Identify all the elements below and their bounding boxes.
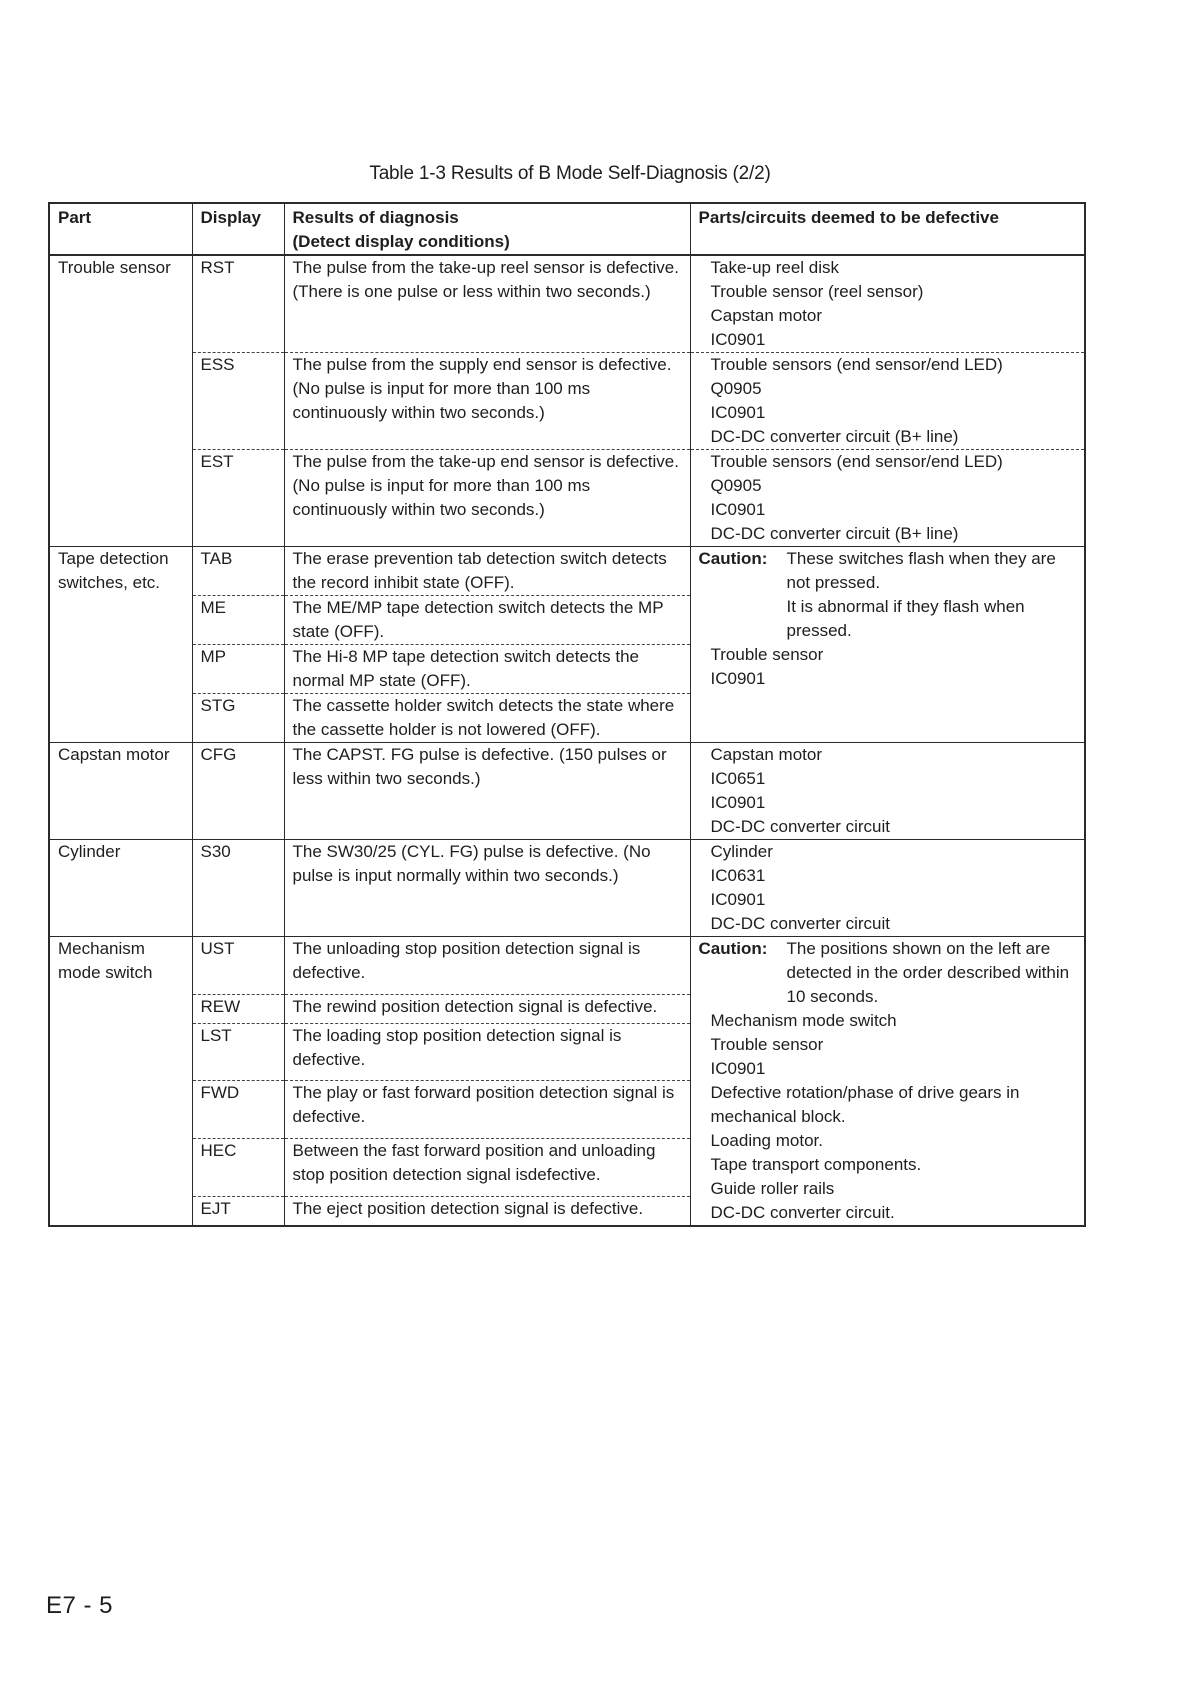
- result-cell: The eject position detection signal is defective.: [284, 1196, 690, 1226]
- parts-item: DC-DC converter circuit (B+ line): [710, 427, 959, 446]
- caution-note: [699, 937, 1077, 1009]
- parts-item: IC0631: [710, 866, 766, 885]
- parts-item: IC0901: [710, 1059, 766, 1078]
- parts-item: IC0901: [710, 403, 766, 422]
- parts-cell: [690, 450, 1085, 547]
- table-row: [49, 353, 1085, 450]
- parts-item: DC-DC converter circuit.: [710, 1203, 895, 1222]
- table-row: [49, 255, 1085, 353]
- part-cell: Tape detection switches, etc.: [49, 547, 192, 743]
- result-cell: The unloading stop position detection signal is defective.: [284, 937, 690, 995]
- parts-item: IC0901: [710, 330, 766, 349]
- table-row: [49, 450, 1085, 547]
- parts-item: Take-up reel disk: [710, 258, 840, 277]
- parts-item: Trouble sensors (end sensor/end LED): [710, 452, 1003, 471]
- result-cell: The pulse from the take-up end sensor is defective. (No pulse is input for more than 100 ms continuously within two seconds.): [284, 450, 690, 547]
- part-cell: Capstan motor: [49, 743, 192, 840]
- display-code: MP: [192, 645, 284, 694]
- table-row: [49, 547, 1085, 596]
- parts-item: Trouble sensors (end sensor/end LED): [710, 355, 1003, 374]
- caution-line: The positions shown on the left are detected in the order described within 10 seconds.: [786, 939, 1070, 1006]
- table-row: [49, 937, 1085, 995]
- result-cell: The SW30/25 (CYL. FG) pulse is defective. (No pulse is input normally within two seconds.): [284, 840, 690, 937]
- parts-item: Capstan motor: [710, 306, 822, 325]
- parts-item: Cylinder: [710, 842, 773, 861]
- parts-item: IC0901: [710, 793, 766, 812]
- result-cell: The ME/MP tape detection switch detects the MP state (OFF).: [284, 596, 690, 645]
- display-code: UST: [192, 937, 284, 995]
- table-caption: Table 1-3 Results of B Mode Self-Diagnosis (2/2): [369, 163, 771, 184]
- caution-line: These switches flash when they are not pressed.: [786, 549, 1056, 592]
- display-code: EJT: [192, 1196, 284, 1226]
- result-cell: The loading stop position detection signal is defective.: [284, 1023, 690, 1081]
- parts-item: Defective rotation/phase of drive gears in mechanical block.: [710, 1083, 1020, 1126]
- diagnosis-table: [48, 202, 1086, 1227]
- parts-cell: [690, 353, 1085, 450]
- header-display: Display: [192, 203, 284, 255]
- display-code: FWD: [192, 1081, 284, 1139]
- result-cell: The pulse from the supply end sensor is defective. (No pulse is input for more than 100 ms continuously within two seconds.): [284, 353, 690, 450]
- parts-cell: [690, 937, 1085, 1227]
- display-code: HEC: [192, 1139, 284, 1197]
- parts-cell: [690, 743, 1085, 840]
- caution-line: It is abnormal if they flash when pressed.: [786, 597, 1025, 640]
- parts-item: DC-DC converter circuit: [710, 914, 890, 933]
- parts-item: Loading motor.: [710, 1131, 823, 1150]
- result-cell: The play or fast forward position detection signal is defective.: [284, 1081, 690, 1139]
- result-cell: The erase prevention tab detection switch detects the record inhibit state (OFF).: [284, 547, 690, 596]
- result-cell: The CAPST. FG pulse is defective. (150 pulses or less within two seconds.): [284, 743, 690, 840]
- table-header-row: [49, 203, 1085, 255]
- caution-note: [699, 547, 1077, 643]
- parts-cell: [690, 547, 1085, 743]
- display-code: ME: [192, 596, 284, 645]
- display-code: S30: [192, 840, 284, 937]
- parts-item: Guide roller rails: [710, 1179, 835, 1198]
- display-code: STG: [192, 694, 284, 743]
- parts-item: IC0901: [710, 500, 766, 519]
- parts-item: Q0905: [710, 379, 762, 398]
- parts-item: Trouble sensor (reel sensor): [710, 282, 924, 301]
- parts-item: Capstan motor: [710, 745, 822, 764]
- parts-item: Trouble sensor: [710, 1035, 824, 1054]
- display-code: TAB: [192, 547, 284, 596]
- display-code: CFG: [192, 743, 284, 840]
- display-code: EST: [192, 450, 284, 547]
- result-cell: The rewind position detection signal is defective.: [284, 994, 690, 1023]
- header-results-line2: (Detect display conditions): [292, 232, 510, 251]
- header-parts: Parts/circuits deemed to be defective: [690, 203, 1085, 255]
- result-cell: The cassette holder switch detects the state where the cassette holder is not lowered (OFF).: [284, 694, 690, 743]
- table-row: [49, 840, 1085, 937]
- parts-item: IC0901: [710, 669, 766, 688]
- display-code: RST: [192, 255, 284, 353]
- result-cell: Between the fast forward position and unloading stop position detection signal isdefective.: [284, 1139, 690, 1197]
- table-row: [49, 743, 1085, 840]
- parts-item: Tape transport components.: [710, 1155, 922, 1174]
- part-cell: Cylinder: [49, 840, 192, 937]
- display-code: REW: [192, 994, 284, 1023]
- parts-item: DC-DC converter circuit: [710, 817, 890, 836]
- result-cell: The Hi-8 MP tape detection switch detects the normal MP state (OFF).: [284, 645, 690, 694]
- parts-item: DC-DC converter circuit (B+ line): [710, 524, 959, 543]
- result-cell: The pulse from the take-up reel sensor is defective. (There is one pulse or less within two seconds.): [284, 255, 690, 353]
- header-results-line1: Results of diagnosis: [292, 208, 459, 227]
- parts-item: IC0651: [710, 769, 766, 788]
- header-part: Part: [49, 203, 192, 255]
- parts-item: Q0905: [710, 476, 762, 495]
- parts-cell: [690, 840, 1085, 937]
- part-cell: Mechanism mode switch: [49, 937, 192, 1227]
- part-cell: Trouble sensor: [49, 255, 192, 547]
- parts-item: Trouble sensor: [710, 645, 824, 664]
- display-code: LST: [192, 1023, 284, 1081]
- parts-item: Mechanism mode switch: [710, 1011, 897, 1030]
- caution-label: Caution:: [698, 939, 768, 958]
- parts-item: IC0901: [710, 890, 766, 909]
- header-results: [284, 203, 690, 255]
- caution-label: Caution:: [698, 549, 768, 568]
- display-code: ESS: [192, 353, 284, 450]
- page-number: E7 - 5: [46, 1592, 114, 1619]
- parts-cell: [690, 255, 1085, 353]
